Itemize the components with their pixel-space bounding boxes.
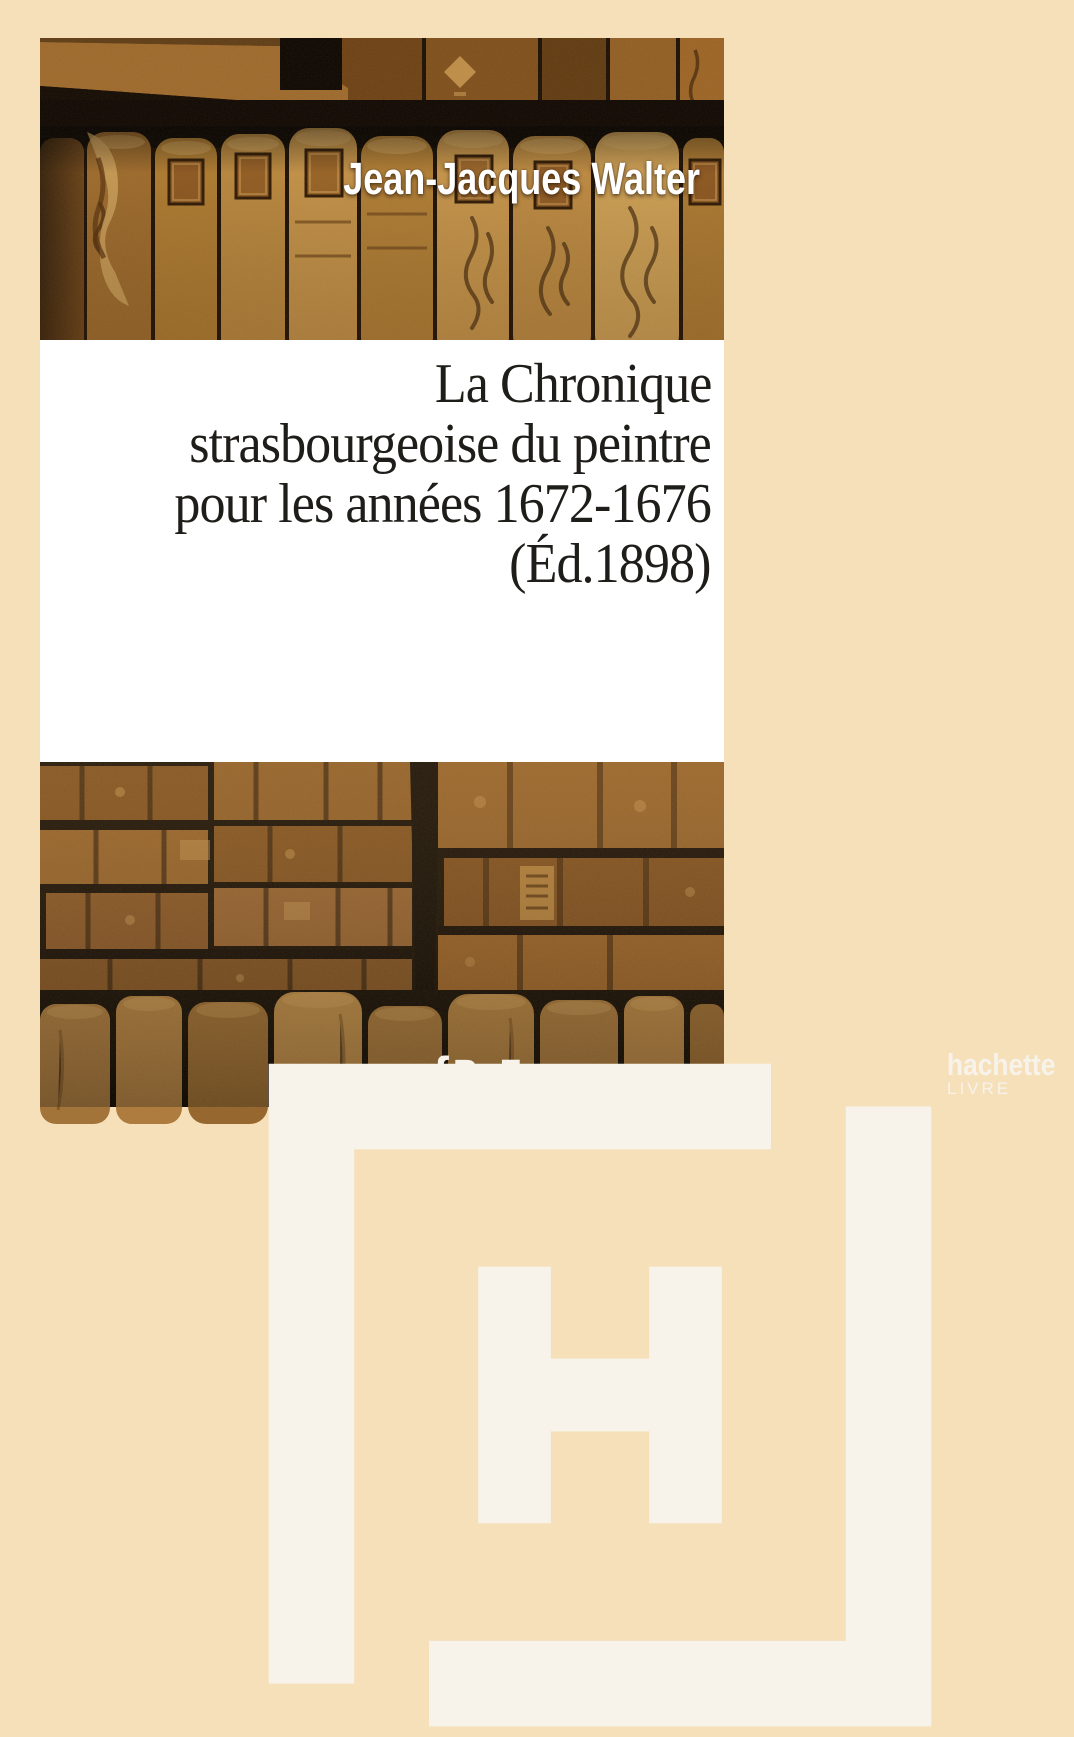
bnf-wordmark: BnF — [452, 1053, 521, 1095]
hachette-wordmark: hachette — [947, 1047, 1056, 1082]
hachette-square-h-icon — [258, 1047, 942, 1737]
hachette-livre-logo — [258, 1047, 1074, 1737]
title-panel — [40, 340, 724, 762]
author-name: Jean-Jacques Walter — [343, 153, 700, 204]
bnf-logo — [432, 1047, 527, 1099]
title-line-3: pour les années 1672-1676 — [174, 473, 711, 535]
title-line-4: (Éd.1898) — [509, 533, 711, 595]
title-line-1: La Chronique — [434, 353, 711, 415]
top-books-photo — [40, 38, 724, 340]
title-line-2: strasbourgeoise du peintre — [189, 413, 711, 475]
publisher-logos — [40, 1047, 1056, 1106]
bnf-brace-icon: { — [432, 1047, 450, 1099]
hachette-livre-label: LIVRE — [947, 1079, 1012, 1098]
bottom-books-photo — [40, 762, 1056, 1107]
